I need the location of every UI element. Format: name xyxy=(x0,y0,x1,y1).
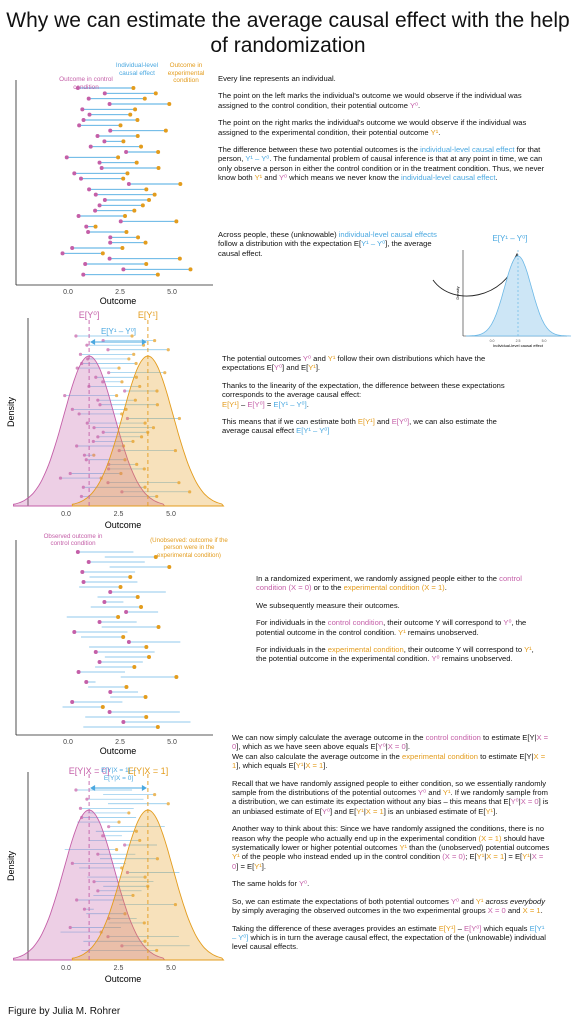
annotation-observed: Observed outcome in control condition xyxy=(43,533,103,548)
paragraph: The difference between these two potential outcomes is the individual-level causal effect for that person, Y¹ – Y⁰. The fundamental problem of causal inference is that at any point in time, we can only observe a person in either the control condition or in the treatment condition. Thus, we never know both Y¹ and Y⁰ which means we never know the individual-level causal effect. xyxy=(218,145,545,183)
control-point xyxy=(86,230,90,234)
experimental-point xyxy=(123,214,127,218)
label-e-diff: E[Y¹ – Y⁰] xyxy=(100,327,137,336)
experimental-point xyxy=(174,219,178,223)
experimental-point xyxy=(144,262,148,266)
experimental-point xyxy=(153,339,156,342)
experimental-point xyxy=(156,725,160,729)
experimental-point xyxy=(119,123,123,127)
control-point xyxy=(123,843,126,846)
control-point xyxy=(121,720,125,724)
experimental-point xyxy=(147,198,151,202)
control-point xyxy=(87,560,91,564)
control-point xyxy=(103,91,107,95)
control-point xyxy=(108,710,112,714)
page-title: Why we can estimate the average causal effect with the help of randomization xyxy=(6,9,570,57)
experimental-point xyxy=(156,150,160,154)
experimental-point xyxy=(157,166,161,170)
control-point xyxy=(98,161,102,165)
experimental-point xyxy=(127,357,130,360)
experimental-point xyxy=(135,118,139,122)
experimental-point xyxy=(121,635,125,639)
control-point xyxy=(121,267,125,271)
experimental-point xyxy=(128,113,132,117)
paragraph: For individuals in the control condition, their outcome Y will correspond to Y⁰, the potential outcome in the control condition. Y¹ remains unobserved. xyxy=(256,618,527,637)
tick-label: 5.0 xyxy=(167,289,177,296)
experimental-point xyxy=(128,575,132,579)
paragraph: Another way to think about this: Since we have randomly assigned the conditions, there is no reason why the people who actually end up in the experimental condition (X = 1) should have systematically lower or higher potential outcomes Y¹ than the (unobserved) potential outcomes Y¹ of the people who instead ended up in the control condition (X = 0); E[Y¹|X = 1] = E[Y¹|X = 0] = E[Y¹]. xyxy=(232,824,550,871)
tick-label: 2.5 xyxy=(515,339,521,343)
annotation-control: Outcome in control condition xyxy=(59,76,113,91)
experimental-point xyxy=(132,209,136,213)
control-point xyxy=(94,650,98,654)
experimental-point xyxy=(136,134,140,138)
tick-label: 0.0 xyxy=(489,339,495,343)
experimental-point xyxy=(139,145,143,149)
tick-label: 2.5 xyxy=(113,965,124,972)
tick-label: 2.5 xyxy=(115,289,125,296)
control-point xyxy=(74,788,77,791)
experimental-point xyxy=(124,685,128,689)
x-axis-label: Outcome xyxy=(99,746,137,756)
tick-label: 5.0 xyxy=(167,739,177,746)
experimental-point xyxy=(127,811,130,814)
control-point xyxy=(82,118,86,122)
annotation-unobserved: (Unobserved: outcome if the person were in the experimental condition) xyxy=(150,537,228,559)
paragraph: The point on the left marks the individual's outcome we would observe if the individual was assigned to the control condition, their potential outcome Y⁰. xyxy=(218,91,522,110)
tick-label: 2.5 xyxy=(113,511,124,518)
experimental-point xyxy=(144,695,148,699)
control-point xyxy=(79,807,82,810)
paragraph: This means that if we can estimate both E[Y¹] and E[Y⁰], we can also estimate the average causal effect E[Y¹ – Y⁰] xyxy=(222,417,497,436)
tick-label: 5.0 xyxy=(166,965,176,972)
paragraph: Thanks to the linearity of the expectation, the difference between these expectations corresponds to the average causal effect: E[Y¹] – E[Y⁰] = E[Y¹ – Y⁰]. xyxy=(222,380,505,409)
text-block-2 xyxy=(222,354,522,444)
label-e-y-x0: E[Y|X = 0] xyxy=(68,766,110,776)
control-point xyxy=(84,680,88,684)
paragraph: So, we can estimate the expectations of both potential outcomes Y⁰ and Y¹ across everybody by simply averaging the observed outcomes in the two experimental groups X = 0 and X = 1. xyxy=(232,896,546,916)
experimental-point xyxy=(178,417,181,420)
experimental-point xyxy=(117,820,120,823)
control-point xyxy=(87,187,91,191)
paragraph: Taking the difference of these averages provides an estimate E[Y¹] – E[Y⁰] which equals E[Y¹ – Y⁰] which is in turn the average causal effect, the expectation of the (unknowable) individual level causal effects. xyxy=(232,923,546,952)
experimental-point xyxy=(120,380,123,383)
experimental-point xyxy=(115,848,118,851)
effect-density-curve xyxy=(466,256,571,336)
control-point xyxy=(100,166,104,170)
control-point xyxy=(87,97,91,101)
experimental-point xyxy=(101,251,105,255)
label-e-y1: E[Y¹] xyxy=(137,310,158,320)
experimental-point xyxy=(144,715,148,719)
experimental-point xyxy=(153,793,156,796)
text-block-4 xyxy=(232,733,550,960)
experimental-point xyxy=(116,615,120,619)
control-point xyxy=(70,700,74,704)
experimental-point xyxy=(117,366,120,369)
experimental-point xyxy=(167,565,171,569)
tick-label: 0.0 xyxy=(63,739,73,746)
experimental-point xyxy=(167,802,170,805)
paragraph: We subsequently measure their outcomes. xyxy=(256,600,400,610)
tick-label: 5.0 xyxy=(541,339,547,343)
control-point xyxy=(93,209,97,213)
x-axis-label: Outcome xyxy=(99,296,137,306)
control-point xyxy=(123,389,126,392)
control-point xyxy=(88,113,92,117)
control-point xyxy=(80,570,84,574)
tick-label: 0.0 xyxy=(63,289,73,296)
panel-observed-outcomes xyxy=(8,530,218,755)
experimental-point xyxy=(124,230,128,234)
experimental-point xyxy=(164,129,168,133)
control-point xyxy=(108,241,112,245)
experimental-point xyxy=(156,273,160,277)
experimental-point xyxy=(121,177,125,181)
tick-label: 0.0 xyxy=(61,965,71,972)
control-point xyxy=(85,798,88,801)
experimental-point xyxy=(136,235,140,239)
experimental-point xyxy=(119,585,123,589)
y-axis-label: Density xyxy=(6,850,16,882)
experimental-point xyxy=(178,257,182,261)
experimental-point xyxy=(115,394,118,397)
x-axis-label: Outcome xyxy=(104,974,142,984)
paragraph: Recall that we have randomly assigned people to either condition, so we essentially randomly sample from the distributions of the potential outcomes Y⁰ and Y¹. If we randomly sample from a distribution, we can estimate its expectation without any bias – this means that E[Y⁰|X = 0] is an unbiased estimate of E[Y⁰] and E[Y¹|X = 1] is an unbiased estimate of E[Y¹]. xyxy=(232,778,549,816)
control-point xyxy=(72,171,76,175)
label-e-y0: E[Y⁰] xyxy=(78,310,100,320)
y-axis-label: Density xyxy=(455,286,460,300)
control-point xyxy=(96,134,100,138)
control-point xyxy=(124,150,128,154)
experimental-point xyxy=(174,675,178,679)
experimental-point xyxy=(134,362,137,365)
figure-credit: Figure by Julia M. Rohrer xyxy=(8,1006,121,1017)
experimental-point xyxy=(163,371,166,374)
experimental-point xyxy=(144,645,148,649)
x-axis-label: Individual-level causal effect xyxy=(493,343,543,348)
x-axis-label: Outcome xyxy=(104,520,142,530)
control-point xyxy=(108,690,112,694)
paragraph: The point on the right marks the individual's outcome we would observe if the individual was assigned to the experimental condition, their potential outcome Y¹. xyxy=(218,118,527,137)
experimental-point xyxy=(101,705,105,709)
label-diff-line2: E[Y|X = 0] xyxy=(103,775,134,782)
experimental-point xyxy=(125,171,129,175)
paragraph: Across people, these (unknowable) individual-level causal effects follow a distribution with the expectation E[Y¹ – Y⁰], the average causal effect. xyxy=(218,230,437,258)
paragraph: The potential outcomes Y⁰ and Y¹ follow their own distributions which have the expectations E[Y⁰] and E[Y¹]. xyxy=(222,354,486,373)
experimental-point xyxy=(147,655,151,659)
experimental-point xyxy=(132,665,136,669)
control-point xyxy=(61,251,65,255)
control-point xyxy=(103,198,107,202)
label-e-y-x1: E[Y|X = 1] xyxy=(127,766,169,776)
control-point xyxy=(63,394,66,397)
control-point xyxy=(108,590,112,594)
control-point xyxy=(76,550,80,554)
tick-label: 2.5 xyxy=(115,739,125,746)
paragraph: The same holds for Y⁰. xyxy=(232,879,310,889)
panel-potential-outcome-densities xyxy=(8,308,223,533)
experimental-point xyxy=(167,348,170,351)
control-point xyxy=(81,273,85,277)
control-point xyxy=(79,353,82,356)
control-point xyxy=(98,660,102,664)
experimental-point xyxy=(121,139,125,143)
experimental-point xyxy=(188,267,192,271)
paragraph: In a randomized experiment, we randomly assigned people either to the control condition (X = 0) or to the experimental condition (X = 1). xyxy=(256,574,522,593)
experimental-point xyxy=(167,102,171,106)
experimental-point xyxy=(144,241,148,245)
experimental-point xyxy=(139,605,143,609)
control-point xyxy=(107,825,110,828)
experimental-point xyxy=(133,107,137,111)
tick-label: 0.0 xyxy=(61,511,71,518)
control-point xyxy=(108,257,112,261)
experimental-point xyxy=(120,246,124,250)
experimental-point xyxy=(132,353,135,356)
control-point xyxy=(65,155,69,159)
control-point xyxy=(108,102,112,106)
tick-label: 5.0 xyxy=(166,511,176,518)
text-block-1b xyxy=(218,230,443,266)
control-point xyxy=(70,246,74,250)
control-point xyxy=(77,214,81,218)
experimental-point xyxy=(141,203,145,207)
paragraph: Every line represents an individual. xyxy=(218,74,336,83)
control-point xyxy=(77,670,81,674)
annotation-experimental: Outcome in experimental condition xyxy=(167,62,205,84)
text-block-3 xyxy=(256,574,546,672)
experimental-point xyxy=(154,91,158,95)
panel-observed-densities xyxy=(8,762,223,987)
control-point xyxy=(124,610,128,614)
y-axis-label: Density xyxy=(6,396,16,428)
experimental-point xyxy=(135,161,139,165)
experimental-point xyxy=(131,86,135,90)
panel-individual-effects xyxy=(8,80,218,305)
control-point xyxy=(82,580,86,584)
experimental-point xyxy=(144,187,148,191)
control-point xyxy=(106,348,109,351)
control-point xyxy=(83,262,87,266)
control-point xyxy=(102,139,106,143)
control-point xyxy=(77,123,81,127)
control-point xyxy=(79,177,83,181)
text-block-1 xyxy=(218,74,550,191)
control-point xyxy=(127,182,131,186)
panel-effect-density xyxy=(455,228,570,348)
control-point xyxy=(85,344,88,347)
experimental-point xyxy=(143,97,147,101)
label-diff-line1: E[Y|X = 1] – xyxy=(101,767,136,774)
control-point xyxy=(98,620,102,624)
paragraph: For individuals in the experimental condition, their outcome Y will correspond to Y¹, the potential outcome in the experimental condition. Y⁰ remains unobserved. xyxy=(256,645,534,664)
annotation-effect: Individual-level causal effect xyxy=(115,62,159,77)
control-point xyxy=(98,203,102,207)
experimental-point xyxy=(136,595,140,599)
control-point xyxy=(108,129,112,133)
control-point xyxy=(80,107,84,111)
mini-effect-label: E[Y¹ – Y⁰] xyxy=(492,234,528,243)
control-point xyxy=(127,640,131,644)
experimental-point xyxy=(116,155,120,159)
control-point xyxy=(108,235,112,239)
control-point xyxy=(72,630,76,634)
control-point xyxy=(84,225,88,229)
control-point xyxy=(94,193,98,197)
control-point xyxy=(102,600,106,604)
control-point xyxy=(89,145,93,149)
experimental-point xyxy=(94,225,98,229)
paragraph: We can now simply calculate the average outcome in the control condition to estimate E[Y|X = 0], which as we have seen above equals E[Y⁰|X = 0]. We can also calculate the average outcome in the experimental condition to estimate E[Y|X = 1], which equals E[Y¹|X = 1]. xyxy=(232,733,549,771)
experimental-point xyxy=(157,625,161,629)
control-point xyxy=(74,334,77,337)
experimental-point xyxy=(153,193,157,197)
control-point xyxy=(107,371,110,374)
experimental-point xyxy=(178,182,182,186)
control-point xyxy=(119,219,123,223)
